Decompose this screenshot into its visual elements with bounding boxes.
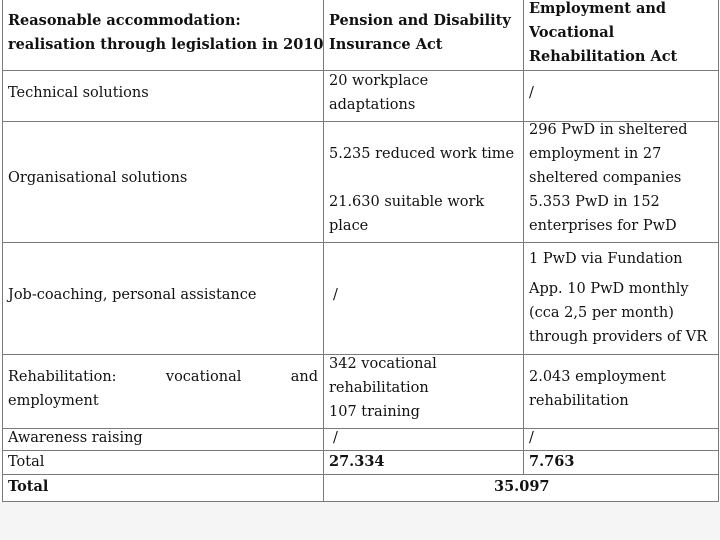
table-border-left	[2, 0, 3, 502]
header-evra	[529, 0, 677, 69]
evra-technical: /	[529, 85, 534, 101]
pdia-awareness: /	[333, 430, 338, 446]
pdia-organisational	[329, 142, 514, 238]
pdia-jobcoaching: /	[333, 287, 338, 303]
pdia-organisational-spacer	[329, 166, 514, 190]
column-divider-1	[323, 0, 324, 502]
evra-organisational-line1: 296 PwD in sheltered	[529, 122, 688, 138]
evra-jobcoaching-line2: App. 10 PwD monthly	[529, 281, 689, 297]
evra-rehabilitation-line2: rehabilitation	[529, 393, 629, 409]
header-evra-line1: Employment and	[529, 0, 667, 17]
evra-organisational-line3: sheltered companies	[529, 170, 682, 186]
evra-total: 7.763	[529, 453, 575, 470]
header-evra-line3: Rehabilitation Act	[529, 48, 678, 65]
label-jobcoaching: Job-coaching, personal assistance	[8, 287, 257, 303]
header-pdia-line1: Pension and Disability	[329, 12, 511, 29]
label-rehabilitation-word1: Rehabilitation:	[8, 369, 117, 385]
evra-jobcoaching-line4: through providers of VR	[529, 329, 708, 345]
pdia-rehabilitation-line1: 342 vocational	[329, 356, 437, 372]
evra-jobcoaching	[529, 247, 707, 349]
label-rehabilitation	[8, 365, 318, 413]
pdia-technical-line2: adaptations	[329, 97, 416, 113]
label-rehabilitation-word3: and	[290, 369, 318, 385]
header-accommodation-line1: Reasonable accommodation:	[8, 12, 241, 29]
pdia-technical	[329, 69, 428, 117]
pdia-rehabilitation	[329, 352, 437, 424]
label-rehabilitation-line2: employment	[8, 393, 99, 409]
evra-organisational-line4: 5.353 PwD in 152	[529, 194, 660, 210]
evra-rehabilitation-line1: 2.043 employment	[529, 369, 666, 385]
pdia-organisational-line2: 21.630 suitable work	[329, 194, 485, 210]
label-technical: Technical solutions	[8, 85, 149, 101]
header-accommodation-line2: realisation through legislation in 2010	[8, 36, 324, 53]
header-pdia	[329, 9, 511, 57]
label-grand-total: Total	[8, 478, 49, 495]
grand-total-value: 35.097	[494, 478, 550, 495]
pdia-rehabilitation-line2: rehabilitation	[329, 380, 429, 396]
pdia-total: 27.334	[329, 453, 385, 470]
evra-jobcoaching-line3: (cca 2,5 per month)	[529, 305, 674, 321]
header-accommodation	[8, 9, 324, 57]
evra-jobcoaching-line1: 1 PwD via Fundation	[529, 251, 683, 267]
row-divider-organisational	[2, 242, 719, 243]
column-divider-2	[523, 0, 524, 474]
evra-organisational-line5: enterprises for PwD	[529, 218, 677, 234]
evra-rehabilitation	[529, 365, 666, 413]
pdia-organisational-line3: place	[329, 218, 369, 234]
label-awareness: Awareness raising	[8, 430, 143, 446]
pdia-rehabilitation-line3: 107 training	[329, 404, 420, 420]
evra-organisational-line2: employment in 27	[529, 146, 662, 162]
table-border-right	[718, 0, 719, 502]
header-evra-line2: Vocational	[529, 24, 615, 41]
empty-bottom-area	[0, 502, 720, 540]
label-total: Total	[8, 454, 45, 470]
header-pdia-line2: Insurance Act	[329, 36, 443, 53]
label-rehabilitation-line1	[8, 365, 318, 389]
evra-awareness: /	[529, 430, 534, 446]
pdia-organisational-line1: 5.235 reduced work time	[329, 146, 515, 162]
pdia-technical-line1: 20 workplace	[329, 73, 429, 89]
row-divider-total	[2, 474, 719, 475]
label-rehabilitation-word2: vocational	[165, 369, 242, 385]
label-organisational: Organisational solutions	[8, 170, 188, 186]
evra-organisational	[529, 118, 687, 238]
